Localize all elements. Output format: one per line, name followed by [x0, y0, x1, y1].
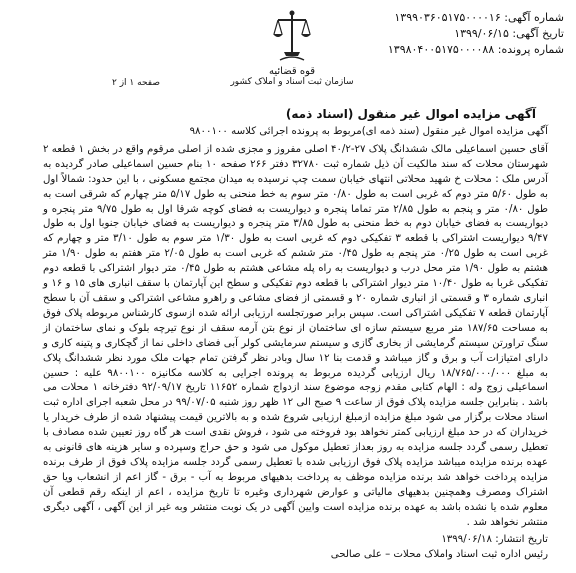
ad-number: ۱۳۹۹۰۳۶۰۵۱۷۵۰۰۰۰۱۶: [394, 11, 501, 24]
notice-main-text: آقای حسین اسماعیلی مالک ششدانگ پلاک ۲۷-۴۰/۲ اصلی مفروز و مجزی شده از اصلی مرقوم واقع در بخش ۱ قطعه ۲ شهرستان محلات که سند مالکیت آن ذیل شماره ثبت ۳۲۷۸۰ دفتر ۲۶۶ صفحه ۱۰ بنام حسین اسماعیلی صادر گردیده به آدرس ملک : محلات خ شهید محلاتی انتهای خیابان سمت چپ نرسیده به میدان مجتمع مسکونی ، با این حدود: شمالاً اول به طول ۵/۶۰ متر دوم که غربی است به طول ۰/۸۰ متر سوم به خط منحنی به طول ۵/۱۷ متر چهارم که شرقی است به طول ۰/۸۰ متر و پنجم به طول ۲/۸۵ متر تماما پنجره و دیواریست به فضای کوچه شرقا اول به طول ۹/۷۵ متر پنجره و دیواریست به فضای خیابان دوم به خط منحنی به طول ۳/۸۵ متر پنجره و دیواریست به فضای خیابان جنوبا اول به طول ۹/۴۷ دیواریست اشتراکی با قطعه ۳ تفکیکی دوم که غربی است به طول ۱/۳۰ متر سوم به طول ۳/۱۰ متر و چهارم که غربی است به طول ۰/۲۵ متر پنجم به طول ۰/۴۵ متر ششم که غربی است به طول ۲/۰۵ متر هفتم به طول ۱/۹۰ متر هشتم به طول ۱/۹۰ متر محل درب و دیواریست به راه پله مشاعی هشتم به طول ۰/۴۵ متر دیوار اشتراکی با قطعه دوم تفکیکی غربا به طول ۱۰/۴۰ متر دیوار اشتراکی با قطعه دوم تفکیکی و سطح این آپارتمان با سقف انباری های ۱۵ و ۱۶ و انباری شماره ۳ و قسمتی از انباری شماره ۲۰ و قسمتی از فضای مشاعی و راهرو مشاعی اشتراکی و سقف آن با سطح آپارتمان قطعه ۷ تفکیکی اشتراکی است. سپس برابر صورتجلسه ارزیابی ارائه شده ازسوی کارشناس مربوطه پلاک فوق به مساحت ۱۸۷/۶۵ متر مربع سیستم سازه ای ساختمان از نوع بتن آرمه سقف از نوع تیرچه بلوک و نمای ساختمان از سنگ تراورتن سیستم گرمایشی از بخاری گازی و سیستم سرمایشی کولر آبی فضای داخلی نما از گچکاری و پتینه کاری و دارای امتیازات آب و برق و گاز میباشد و قدمت بنا ۱۲ سال وبادر نظر گرفتن تمام جهات ملک مورد نظر ششدانگ پلاک به مبلغ ۱۸/۷۶۵/۰۰۰/۰۰۰ ریال ارزیابی گردیده مربوط به پرونده اجرایی به کلاسه مکانیزه ۹۸۰۰۱۰۰ علیه : حسین اسماعیلی زوج وله : الهام کتابی مقدم زوجه موضوع سند ازدواج شماره ۱۱۶۵۲ تاریخ ۹۲/۰۹/۱۷ دفترخانه ۱ محلات می باشد . بنابراین جلسه مزایده پلاک فوق از ساعت ۹ صبح الی ۱۲ ظهر روز شنبه ۹۹/۰۷/۰۵ در محل شعبه اجرای اداره ثبت اسناد محلات برگزار می شود مبلغ مزایده ازمبلغ ارزیابی شروع شده و به بالاترین قیمت پیشنهاد شده از طرف خریدار یا خریداران که در حد مبلغ ارزیابی کمتر نخواهد بود فروخته می شود ، فروش نقدی است هر گاه روز تعیین شده مصادف با تعطیل رسمی گردد جلسه مزایده به روز بعداز تعطیل موکول می شود و حق حراج وسپرده و سایر هزینه های قانونی به عهده برنده مزایده میباشد مزایده پلاک فوق ارزیابی شده با تعطیل رسمی گردد جلسه مزایده پلاک فوق از طرف برنده مزایده پرداخت خواهد شد برنده مزایده موظف به پرداخت بدهیهای مربوط به آب - برق - گاز اعم از انشعاب ویا حق اشتراک ومصرف وهمچنین بدهیهای مالیاتی و عوارض شهرداری وغیره تا تاریخ مزایده ، اعم از اینکه رقم قطعی آن معلوم شده یا نشده باشد به عهده برنده مزایده است وایین آگهی در یک نوبت منتشر وبه غیر از این آگهی ، آگهی دیگری منتشر نخواهد شد .: [43, 143, 549, 528]
ad-date: ۱۳۹۹/۰۶/۱۵: [454, 27, 509, 40]
justice-scales-icon: [272, 8, 312, 64]
publication-date: تاریخ انتشار: ۱۳۹۹/۰۶/۱۸: [441, 534, 548, 546]
file-number-label: شماره پرونده:: [497, 43, 564, 56]
signature: رئیس اداره ثبت اسناد واملاک محلات – علی صالحی: [330, 549, 548, 560]
file-number: ۱۳۹۸۰۴۰۰۵۱۷۵۰۰۰۰۸۸: [387, 43, 495, 56]
notice-title: آگهی مزایده اموال غیر منقول (اسناد ذمه): [285, 107, 536, 121]
ad-number-label: شماره آگهی:: [504, 11, 564, 24]
emblem: [222, 8, 362, 108]
judiciary-name: قوه قضائیه: [268, 66, 316, 77]
page-number: صفحه ۱ از ۲: [112, 78, 160, 88]
organization-name: سازمان ثبت اسناد و املاک کشور: [230, 77, 354, 87]
ad-date-label: تاریخ آگهی:: [512, 27, 564, 40]
notice-body: [43, 125, 548, 551]
notice-subtitle: آگهی مزایده اموال غیر منقول (سند ذمه ای)مربوط به پرونده اجرائی کلاسه ۹۸۰۰۱۰۰: [189, 126, 548, 137]
